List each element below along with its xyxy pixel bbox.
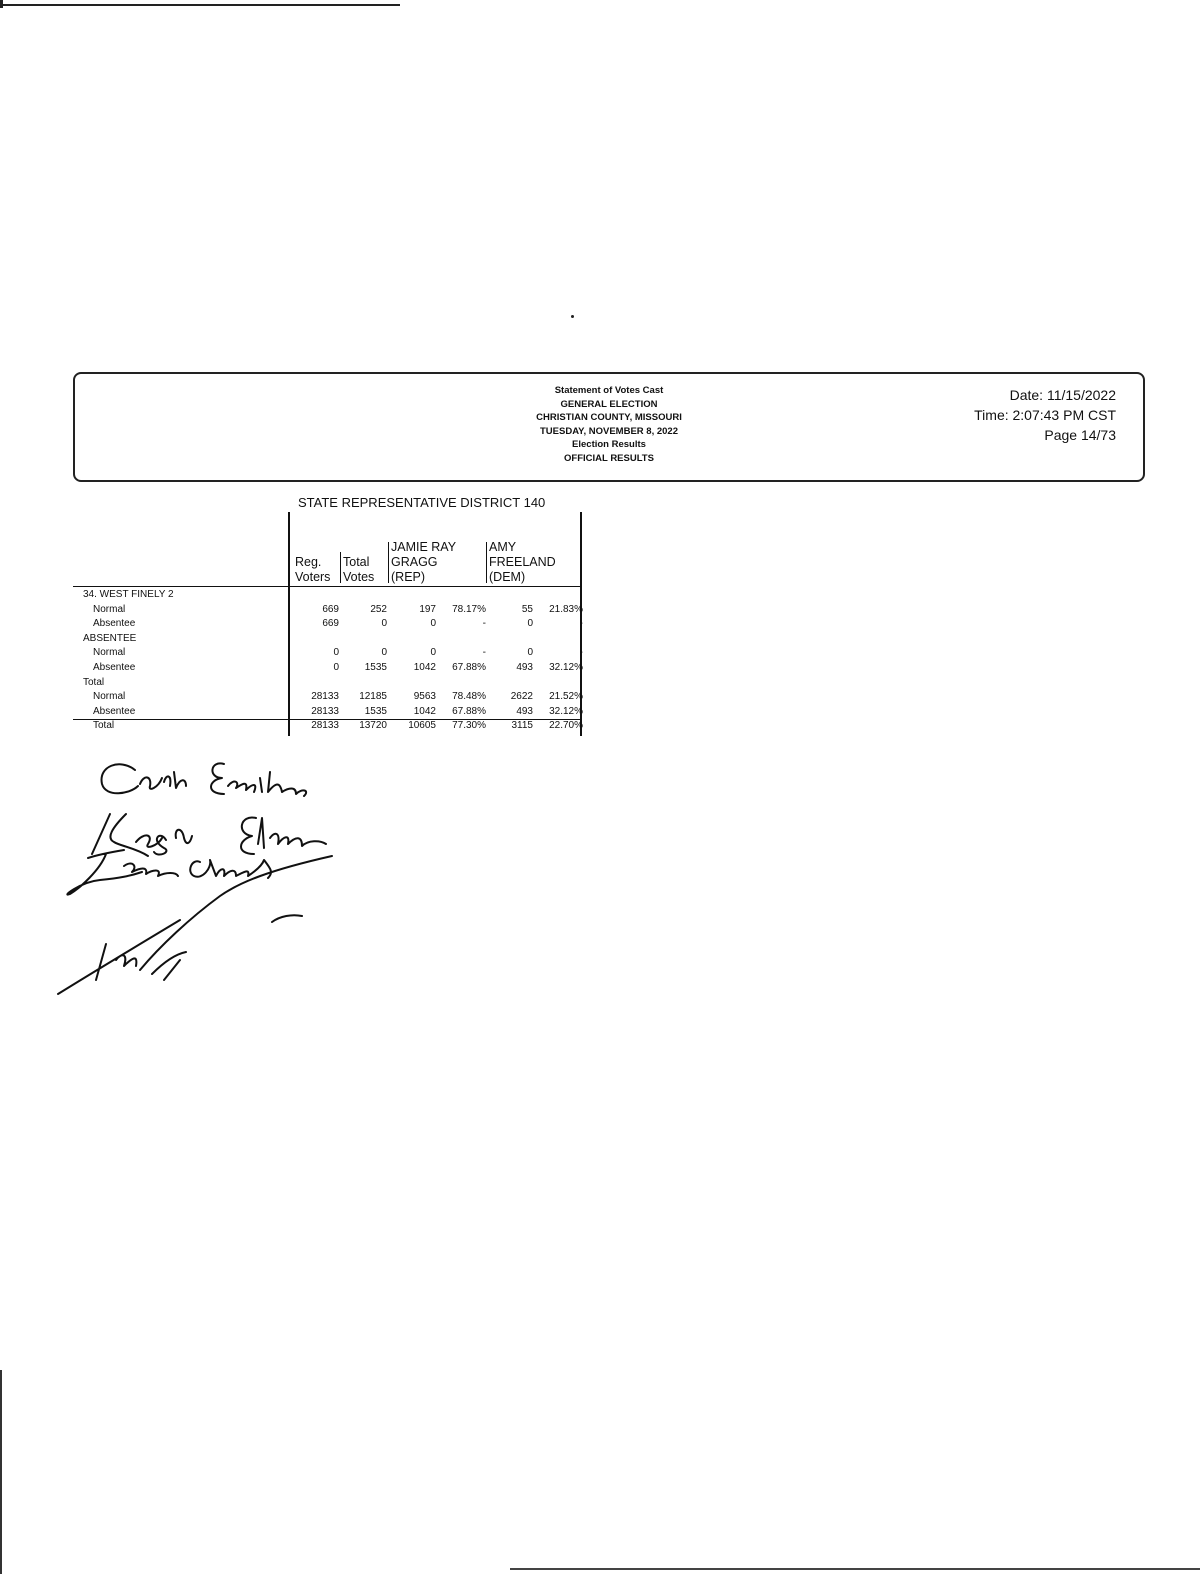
gragg-votes-cell: 0 bbox=[430, 618, 436, 630]
report-type: Election Results bbox=[572, 439, 646, 450]
gragg-votes-cell: 197 bbox=[419, 603, 436, 615]
freeland-votes-cell: 55 bbox=[521, 603, 533, 615]
freeland-percent-cell: - bbox=[579, 618, 583, 630]
table-row bbox=[73, 719, 585, 733]
signature-2 bbox=[92, 814, 326, 856]
column-tick bbox=[340, 552, 341, 583]
total-votes-cell: 12185 bbox=[359, 691, 387, 703]
reg-voters-cell: 669 bbox=[322, 618, 339, 630]
election-name: GENERAL ELECTION bbox=[560, 398, 658, 410]
total-votes-cell: 1535 bbox=[364, 662, 387, 673]
table-row bbox=[73, 588, 585, 602]
freeland-votes-cell: 2622 bbox=[510, 691, 533, 703]
reg-voters-cell: 28133 bbox=[311, 720, 339, 732]
table-row bbox=[73, 646, 585, 660]
reg-voters-cell: 28133 bbox=[311, 705, 339, 717]
report-meta bbox=[974, 385, 1116, 445]
total-votes-cell: 0 bbox=[381, 618, 387, 630]
freeland-percent-cell: 21.52% bbox=[549, 691, 583, 703]
table-row bbox=[73, 617, 585, 631]
scan-edge-bottom bbox=[510, 1568, 1200, 1570]
freeland-votes-cell: 3115 bbox=[511, 720, 533, 732]
report-time: Time: 2:07:43 PM CST bbox=[974, 407, 1116, 423]
freeland-percent-cell: 22.70% bbox=[549, 720, 583, 732]
row-label: Normal bbox=[93, 647, 126, 659]
freeland-percent-cell: - bbox=[579, 647, 583, 659]
gragg-votes-cell: 0 bbox=[430, 647, 436, 659]
jurisdiction: CHRISTIAN COUNTY, MISSOURI bbox=[536, 412, 682, 423]
results-table bbox=[73, 512, 585, 736]
row-label: Normal bbox=[93, 691, 126, 703]
contest-title: STATE REPRESENTATIVE DISTRICT 140 bbox=[298, 495, 546, 510]
freeland-percent-cell: 32.12% bbox=[549, 705, 583, 717]
signature-3 bbox=[67, 850, 271, 895]
total-votes-cell: 252 bbox=[370, 603, 387, 615]
report-title: Statement of Votes Cast bbox=[554, 385, 664, 396]
row-label: Absentee bbox=[93, 705, 136, 717]
row-label: Absentee bbox=[93, 662, 136, 673]
header-rule bbox=[73, 586, 582, 587]
report-header bbox=[73, 372, 1145, 482]
table-row bbox=[73, 705, 585, 719]
report-date: Date: 11/15/2022 bbox=[1009, 387, 1116, 403]
row-label: Total bbox=[93, 720, 115, 732]
row-label: Normal bbox=[93, 603, 126, 615]
reg-voters-cell: 28133 bbox=[311, 691, 339, 703]
election-date: TUESDAY, NOVEMBER 8, 2022 bbox=[540, 425, 678, 437]
column-tick bbox=[486, 542, 487, 583]
page-number: Page 14/73 bbox=[1044, 427, 1116, 443]
gragg-percent-cell: 78.48% bbox=[452, 691, 486, 703]
gragg-votes-cell: 1042 bbox=[413, 662, 436, 673]
table-row bbox=[73, 632, 585, 646]
results-status: OFFICIAL RESULTS bbox=[564, 452, 654, 464]
reg-voters-heading: Reg. Voters bbox=[295, 555, 331, 584]
row-label: Absentee bbox=[93, 618, 136, 630]
candidate-freeland-heading: AMY FREELAND (DEM) bbox=[489, 540, 556, 584]
scan-edge-left bbox=[0, 1370, 2, 1574]
total-votes-cell: 13720 bbox=[359, 720, 387, 732]
reg-voters-cell: 0 bbox=[333, 647, 339, 659]
gragg-percent-cell: 67.88% bbox=[452, 705, 486, 717]
gragg-votes-cell: 1042 bbox=[413, 705, 436, 717]
row-label: Total bbox=[83, 676, 105, 688]
gragg-percent-cell: - bbox=[482, 618, 486, 630]
gragg-percent-cell: 77.30% bbox=[452, 720, 486, 732]
scan-speck bbox=[571, 315, 574, 318]
table-row bbox=[73, 661, 585, 675]
gragg-percent-cell: 67.88% bbox=[452, 662, 486, 673]
scan-edge-top bbox=[0, 4, 400, 6]
reg-voters-cell: 669 bbox=[322, 603, 339, 615]
gragg-percent-cell: 78.17% bbox=[452, 603, 486, 615]
row-label: 34. WEST FINELY 2 bbox=[83, 589, 174, 600]
gragg-votes-cell: 9563 bbox=[413, 691, 436, 703]
total-votes-cell: 1535 bbox=[364, 705, 387, 717]
freeland-percent-cell: 21.83% bbox=[549, 603, 583, 615]
signature-1 bbox=[102, 763, 307, 796]
freeland-votes-cell: 493 bbox=[516, 705, 533, 717]
total-votes-cell: 0 bbox=[381, 647, 387, 659]
table-row bbox=[73, 690, 585, 704]
total-votes-heading: Total Votes bbox=[343, 555, 375, 584]
freeland-votes-cell: 493 bbox=[516, 662, 533, 673]
reg-voters-cell: 0 bbox=[333, 662, 339, 673]
gragg-votes-cell: 10605 bbox=[408, 720, 436, 732]
column-tick bbox=[388, 542, 389, 583]
signatures bbox=[40, 748, 400, 1013]
gragg-percent-cell: - bbox=[482, 647, 486, 659]
freeland-percent-cell: 32.12% bbox=[549, 662, 583, 673]
scan-edge-mark bbox=[0, 0, 3, 8]
table-row bbox=[73, 676, 585, 690]
row-label: ABSENTEE bbox=[83, 632, 137, 644]
signatures-image bbox=[40, 748, 400, 1008]
table-row bbox=[73, 603, 585, 617]
candidate-gragg-heading: JAMIE RAY GRAGG (REP) bbox=[391, 540, 457, 584]
freeland-votes-cell: 0 bbox=[527, 647, 533, 659]
freeland-votes-cell: 0 bbox=[527, 618, 533, 630]
